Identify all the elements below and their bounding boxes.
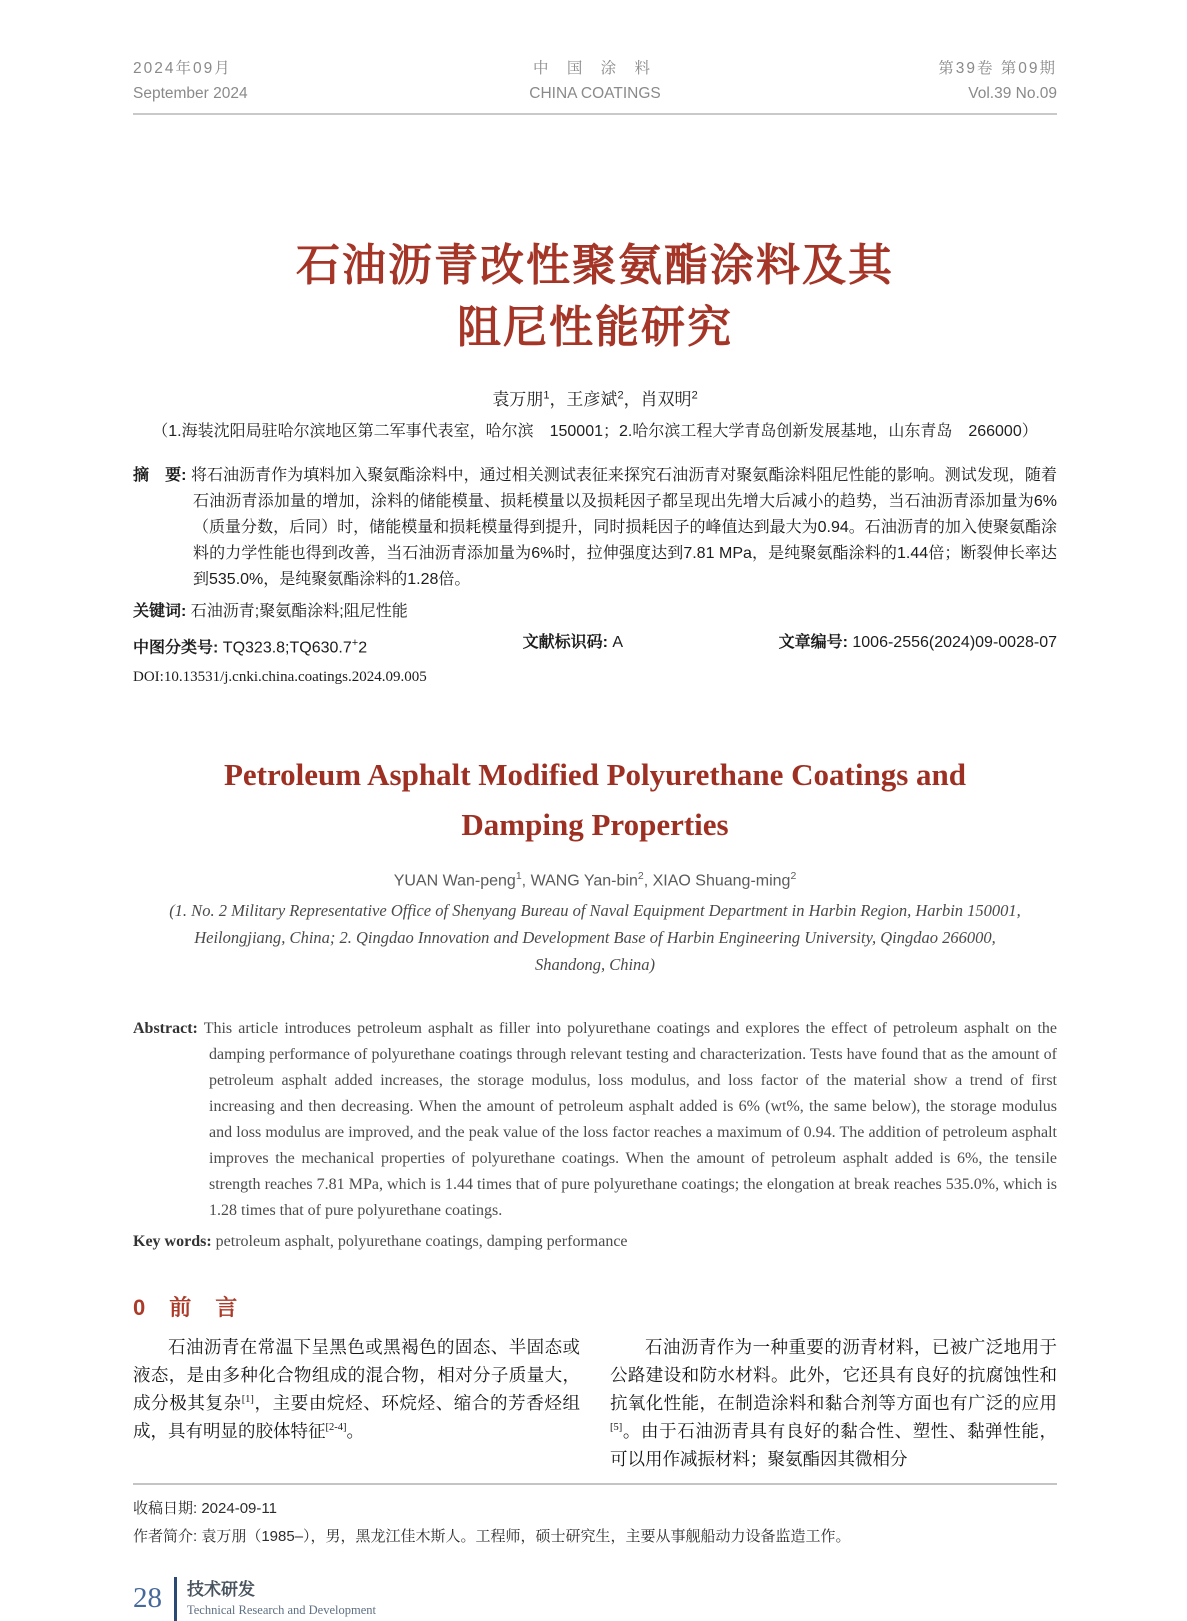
footer-section-en: Technical Research and Development	[187, 1602, 376, 1617]
article-title-en	[133, 750, 1057, 850]
journal-date-en: September 2024	[133, 85, 248, 102]
abstract-cn	[133, 463, 1057, 593]
footnote-block	[133, 1483, 1057, 1551]
author-cn-affil-mark: 1	[543, 389, 550, 402]
journal-name-cn: 中 国 涂 料	[533, 60, 657, 77]
intro-left-column	[133, 1293, 580, 1473]
abstract-en-label: Abstract:	[133, 1019, 198, 1037]
keywords-en-label: Key words:	[133, 1232, 212, 1250]
received-date-label: 收稿日期:	[133, 1499, 198, 1517]
keywords-cn	[133, 599, 1057, 625]
article-title-en-line2: Damping Properties	[461, 807, 729, 843]
affiliation-en	[133, 897, 1057, 978]
intro-right-text: 。由于石油沥青具有良好的黏合性、塑性、黏弹性能，可以用作减振材料；聚氨酯因其微相分	[610, 1420, 1057, 1469]
intro-left-text: 。	[346, 1420, 364, 1441]
affiliation-en-line3: Shandong, China)	[534, 954, 656, 974]
journal-name-en: CHINA COATINGS	[529, 85, 661, 102]
article-number-label: 文章编号:	[778, 634, 848, 651]
keywords-cn-label: 关键词:	[133, 603, 187, 620]
affiliation-en-line1: (1. No. 2 Military Representative Office of Shenyang Bureau of Naval Equipment Department in Harbin Region, Harbin 150001,	[169, 900, 1021, 920]
page-footer	[133, 1577, 1057, 1621]
document-code-value: A	[612, 634, 624, 651]
keywords-en	[133, 1229, 1057, 1255]
intro-left-text: 石油沥青在常温下呈黑色或黑褐色的固态、半固态或液态，是由多种化合物组成的混合物，相对分子质量大，成分极其复杂	[133, 1336, 580, 1413]
affiliation-cn: （1.海装沈阳局驻哈尔滨地区第二军事代表室，哈尔滨 150001；2.哈尔滨工程大学青岛创新发展基地，山东青岛 266000）	[152, 423, 1038, 440]
abstract-cn-label: 摘 要:	[133, 467, 187, 484]
citation-ref: [1]	[241, 1393, 254, 1405]
author-en-affil-mark: 2	[637, 870, 644, 883]
author-bio-text: 袁万朋（1985–），男，黑龙江佳木斯人。工程师，硕士研究生，主要从事舰船动力设备监造工作。	[201, 1527, 851, 1545]
journal-issue-cn: 第39卷 第09期	[938, 60, 1057, 77]
article-number-value: 1006-2556(2024)09-0028-07	[852, 634, 1057, 651]
author-bio-label: 作者简介:	[133, 1527, 198, 1545]
keywords-cn-text: 石油沥青;聚氨酯涂料;阻尼性能	[190, 603, 408, 620]
abstract-cn-text: 将石油沥青作为填料加入聚氨酯涂料中，通过相关测试表征来探究石油沥青对聚氨酯涂料阻尼性能的影响。测试发现，随着石油沥青添加量的增加，涂料的储能模量、损耗模量以及损耗因子都呈现出先增大后减小的趋势，当石油沥青添加量为6%（质量分数，后同）时，储能模量和损耗模量得到提升，同时损耗因子的峰值达到最大为0.94。石油沥青的加入使聚氨酯涂料的力学性能也得到改善，当石油沥青添加量为6%时，拉伸强度达到7.81 MPa，是纯聚氨酯涂料的1.44倍；断裂伸长率达到535.0%，是纯聚氨酯涂料的1.28倍。	[190, 467, 1057, 588]
document-code	[523, 630, 623, 661]
authors-cn	[133, 385, 1057, 410]
author-en: , WANG Yan-bin	[521, 872, 638, 890]
journal-name	[410, 56, 780, 106]
footer-section-cn: 技术研发	[187, 1579, 255, 1599]
received-date	[133, 1495, 1057, 1523]
article-title-cn-line1: 石油沥青改性聚氨酯涂料及其	[296, 241, 894, 290]
clc-value: TQ323.8;TQ630.7	[222, 639, 352, 657]
article-title-cn	[133, 235, 1057, 359]
author-cn: 袁万朋	[492, 390, 544, 409]
article-number	[779, 630, 1057, 661]
journal-header	[133, 56, 1057, 115]
introduction-section	[133, 1293, 1057, 1473]
affiliation-en-line2: Heilongjiang, China; 2. Qingdao Innovation and Development Base of Harbin Engineering University, Qingdao 266000,	[194, 927, 996, 947]
intro-right-paragraph	[610, 1333, 1057, 1473]
authors-en	[133, 870, 1057, 890]
author-en-affil-mark: 1	[515, 870, 522, 883]
clc-tail: 2	[358, 639, 368, 657]
author-en: , XIAO Shuang-ming	[643, 872, 791, 890]
received-date-value: 2024-09-11	[201, 1499, 277, 1517]
abstract-en-text: This article introduces petroleum asphalt as filler into polyurethane coatings and explores the effect of petroleum asphalt on the damping performance of polyurethane coatings through relevant testing and characterization. Tests have found that as the amount of petroleum asphalt added increases, the storage modulus, loss modulus, and loss factor of the material show a trend of first increasing and then decreasing. When the amount of petroleum asphalt added is 6% (wt%, the same below), the storage modulus and loss modulus are improved, and the peak value of the loss factor reaches a maximum of 0.94. The addition of petroleum asphalt improves the mechanical properties of polyurethane coatings. When the amount of petroleum asphalt added is 6%, the tensile strength reaches 7.81 MPa, which is 1.44 times that of pure polyurethane coatings; the elongation at break reaches 535.0%, which is 1.28 times that of pure polyurethane coatings.	[203, 1019, 1058, 1219]
citation-ref: [5]	[610, 1421, 623, 1433]
author-en: YUAN Wan-peng	[393, 872, 516, 890]
intro-right-column	[610, 1293, 1057, 1473]
intro-right-text: 石油沥青作为一种重要的沥青材料，已被广泛地用于公路建设和防水材料。此外，它还具有良好的抗腐蚀性和抗氧化性能，在制造涂料和黏合剂等方面也有广泛的应用	[610, 1336, 1057, 1413]
author-bio	[133, 1523, 1057, 1551]
footer-section-name	[187, 1579, 376, 1619]
clc-number	[133, 630, 367, 661]
doi: DOI:10.13531/j.cnki.china.coatings.2024.09.005	[133, 669, 427, 686]
journal-date-cn: 2024年09月	[133, 60, 232, 77]
keywords-en-text: petroleum asphalt, polyurethane coatings, damping performance	[215, 1232, 628, 1250]
abstract-en	[133, 1016, 1057, 1224]
section-heading-foreword: 0 前 言	[133, 1294, 239, 1320]
journal-issue-en: Vol.39 No.09	[968, 85, 1057, 102]
page-number: 28	[133, 1582, 162, 1615]
journal-date	[133, 56, 410, 106]
author-en-affil-mark: 2	[790, 870, 797, 883]
citation-ref: [2-4]	[325, 1421, 347, 1433]
document-code-label: 文献标识码:	[522, 634, 608, 651]
clc-superscript: +	[351, 637, 359, 649]
journal-issue	[780, 56, 1057, 106]
author-cn-affil-mark: 2	[617, 389, 624, 402]
author-cn: ，王彦斌	[549, 390, 618, 409]
article-title-cn-line2: 阻尼性能研究	[457, 303, 733, 352]
footer-divider-bar	[174, 1577, 177, 1621]
author-cn-affil-mark: 2	[691, 389, 698, 402]
classification-row	[133, 630, 1057, 661]
author-cn: ，肖双明	[623, 390, 692, 409]
article-title-en-line1: Petroleum Asphalt Modified Polyurethane Coatings and	[223, 757, 967, 793]
intro-left-text: ，主要由烷烃、环烷烃、缩合的芳香烃组成，具有明显的胶体特征	[133, 1392, 580, 1441]
intro-left-paragraph	[133, 1333, 580, 1445]
clc-label: 中图分类号:	[133, 639, 219, 657]
